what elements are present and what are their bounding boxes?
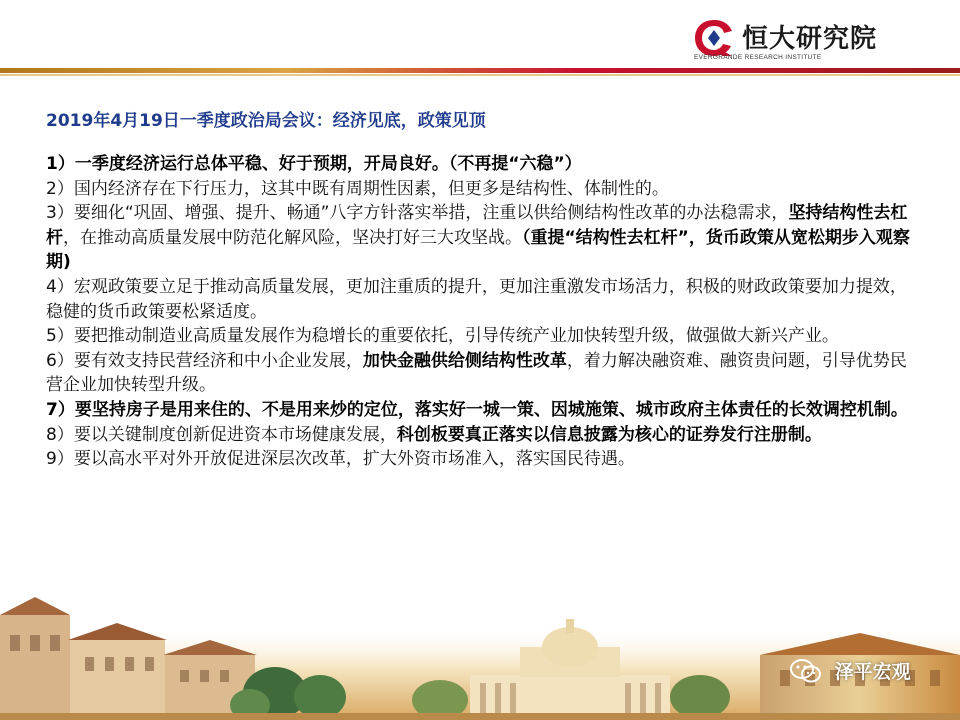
policy-point [46, 324, 922, 349]
policy-point-text: 6）要有效支持民营经济和中小企业发展， [46, 350, 363, 371]
policy-point [46, 349, 922, 398]
evergrande-logo [692, 14, 882, 66]
watermark-text: 泽平宏观 [834, 661, 911, 683]
policy-point-text: 9）要以高水平对外开放促进深层次改革，扩大外资市场准入，落实国民待遇。 [46, 449, 635, 470]
policy-point [46, 152, 922, 177]
policy-point-text: 3）要细化“巩固、增强、提升、畅通”八字方针落实举措，注重以供给侧结构性改革的办法稳需求， [46, 203, 789, 224]
policy-point-text: 8）要以关键制度创新促进资本市场健康发展， [46, 424, 397, 445]
policy-point [46, 398, 922, 423]
policy-point-text: 5）要把推动制造业高质量发展作为稳增长的重要依托，引导传统产业加快转型升级，做强做大新兴产业。 [46, 326, 839, 347]
slide-title: 2019年4月19日一季度政治局会议：经济见底，政策见顶 [46, 111, 486, 131]
policy-point-emphasis: 1）一季度经济运行总体平稳、好于预期，开局良好。（不再提“六稳”） [46, 154, 582, 174]
policy-point [46, 201, 922, 275]
policy-point-text: 2）国内经济存在下行压力，这其中既有周期性因素，但更多是结构性、体制性的。 [46, 178, 669, 199]
policy-point [46, 177, 922, 202]
policy-point-text: 4）宏观政策要立足于推动高质量发展，更加注重质的提升，更加注重激发市场活力，积极的财政政策要加力提效，稳健的货币政策要松紧适度。 [46, 276, 907, 322]
policy-point [46, 447, 922, 472]
policy-point-emphasis: （重提“结构性去杠杆”，货币政策从宽松期步入观察期) [46, 227, 910, 273]
header-divider [0, 68, 960, 73]
evergrande-logo-icon [692, 18, 736, 58]
policy-point [46, 423, 922, 448]
policy-points-list [46, 152, 922, 472]
logo-title: 恒大研究院 [742, 24, 878, 54]
wechat-icon [790, 658, 822, 684]
policy-point-emphasis: 坚持结构性去杠杆 [46, 203, 908, 248]
logo-subtitle: EVERGRANDE RESEARCH INSTITUTE [694, 54, 822, 61]
policy-point [46, 275, 922, 324]
policy-point-text: ，着力解决融资难、融资贵问题，引导优势民营企业加快转型升级。 [46, 350, 907, 396]
wechat-watermark [790, 657, 911, 685]
policy-point-emphasis: 科创板要真正落实以信息披露为核心的证券发行注册制。 [396, 424, 822, 445]
header-divider-thin [0, 74, 960, 76]
policy-point-emphasis: 7）要坚持房子是用来住的、不是用来炒的定位，落实好一城一策、因城施策、城市政府主体责任的长效调控机制。 [46, 399, 908, 420]
policy-point-emphasis: 加快金融供给侧结构性改革 [362, 350, 567, 371]
footer-buildings-illustration [0, 585, 960, 720]
policy-point-text: ，在推动高质量发展中防范化解风险，坚决打好三大攻坚战。 [63, 227, 522, 248]
